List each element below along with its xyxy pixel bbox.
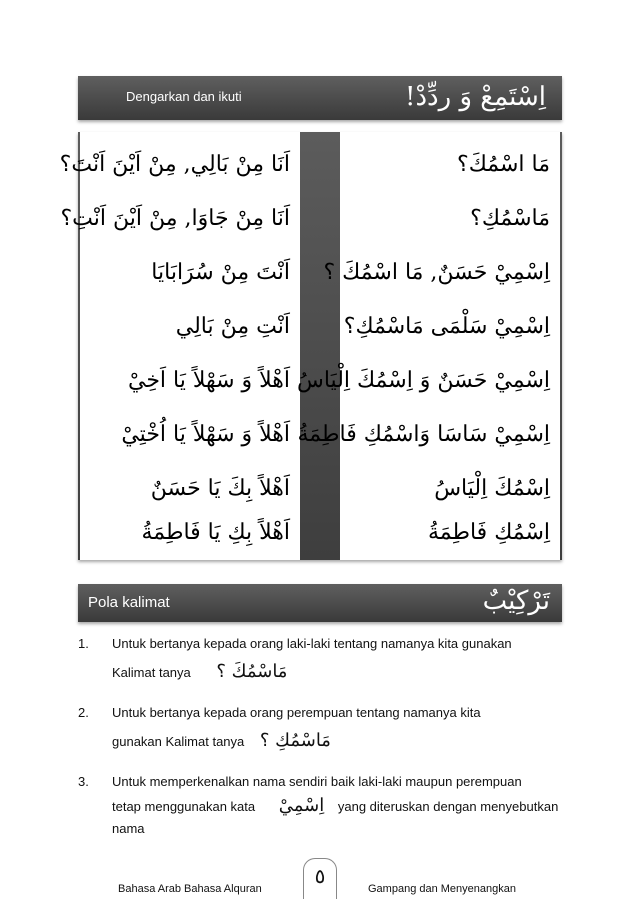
dialog-line: اَنَا مِنْ جَاوَا, مِنْ اَيْنَ اَنْتِ؟ bbox=[60, 206, 290, 231]
dialog-right-column bbox=[297, 132, 560, 560]
rule-number: 2. bbox=[78, 705, 89, 720]
rule-number: 3. bbox=[78, 774, 89, 789]
dialog-line: اَهْلاً وَ سَهْلاً يَا اَخِيْ bbox=[127, 368, 290, 393]
dialog-line: اِسْمِيْ سَلْمَى مَاسْمُكِ؟ bbox=[343, 314, 550, 339]
rule-text bbox=[112, 703, 562, 752]
rule-line: Untuk memperkenalkan nama sendiri baik laki-laki maupun perempuan bbox=[112, 774, 522, 789]
footer-left-text: Bahasa Arab Bahasa Alquran bbox=[118, 883, 262, 895]
rule-line-text: tetap menggunakan kata bbox=[112, 799, 256, 814]
dialog-line: اِسْمُكِ فَاطِمَةُ bbox=[427, 520, 550, 545]
footer-right-text: Gampang dan Menyenangkan bbox=[368, 883, 516, 895]
rule-line: Untuk bertanya kepada orang laki-laki tentang namanya kita gunakan bbox=[112, 636, 512, 651]
rule-item bbox=[78, 703, 562, 759]
rule-number: 1. bbox=[78, 636, 89, 651]
section-title-arabic: تَرْكِيْبٌ bbox=[482, 586, 550, 616]
rule-line bbox=[112, 662, 562, 683]
rule-text bbox=[112, 772, 562, 839]
rule-line-text: gunakan Kalimat tanya bbox=[112, 734, 245, 749]
rule-item bbox=[78, 634, 562, 690]
rule-line-text: yang diteruskan dengan menyebutkan bbox=[337, 799, 559, 814]
header-title-arabic: اِسْتَمِعْ وَ ردِّدْ! bbox=[405, 82, 546, 112]
dialog-line: اِسْمِيْ حَسَنٌ وَ اِسْمُكَ اِلْيَاسُ bbox=[297, 368, 550, 393]
dialog-line: مَاسْمُكِ؟ bbox=[470, 206, 550, 231]
header-subtitle: Dengarkan dan ikuti bbox=[126, 89, 242, 104]
dialog-line: اِسْمِيْ سَاسَا وَاسْمُكِ فَاطِمَةُ bbox=[297, 422, 550, 447]
dialog-line: اَنْتَ مِنْ سُرَابَايَا bbox=[151, 260, 290, 285]
section-title: Pola kalimat bbox=[88, 594, 170, 611]
rule-item bbox=[78, 772, 562, 852]
dialog-line: اِسْمِيْ حَسَنٌ, مَا اسْمُكَ ؟ bbox=[323, 260, 550, 285]
page-number: ٥ bbox=[303, 858, 337, 899]
rule-line: nama bbox=[112, 821, 145, 836]
dialog-line: اَنْتِ مِنْ بَالِي bbox=[175, 314, 290, 339]
rule-arabic: مَاسْمُكَ ؟ bbox=[216, 661, 288, 682]
dialog-line: اَهْلاً وَ سَهْلاً يَا اُخْتِيْ bbox=[121, 422, 290, 447]
section-bar bbox=[78, 584, 562, 622]
header-bar bbox=[78, 76, 562, 120]
dialog-line: اَنَا مِنْ بَالِي, مِنْ اَيْنَ اَنْتَ؟ bbox=[59, 152, 290, 177]
dialog-left-column bbox=[59, 132, 300, 560]
rule-line bbox=[112, 796, 562, 817]
dialog-line: اِسْمُكَ اِلْيَاسُ bbox=[434, 476, 550, 501]
rule-line: Untuk bertanya kepada orang perempuan tentang namanya kita bbox=[112, 705, 481, 720]
rule-line-text: Kalimat tanya bbox=[112, 665, 191, 680]
rule-arabic: اِسْمِيْ bbox=[278, 795, 325, 816]
rule-text bbox=[112, 634, 562, 683]
rule-arabic: مَاسْمُكِ ؟ bbox=[259, 730, 331, 751]
dialog-line: مَا اسْمُكَ؟ bbox=[457, 152, 550, 177]
dialog-line: اَهْلاً بِكَ يَا حَسَنٌ bbox=[150, 476, 290, 501]
dialog-line: اَهْلاً بِكِ يَا فَاطِمَةُ bbox=[141, 520, 290, 545]
rule-line bbox=[112, 731, 562, 752]
